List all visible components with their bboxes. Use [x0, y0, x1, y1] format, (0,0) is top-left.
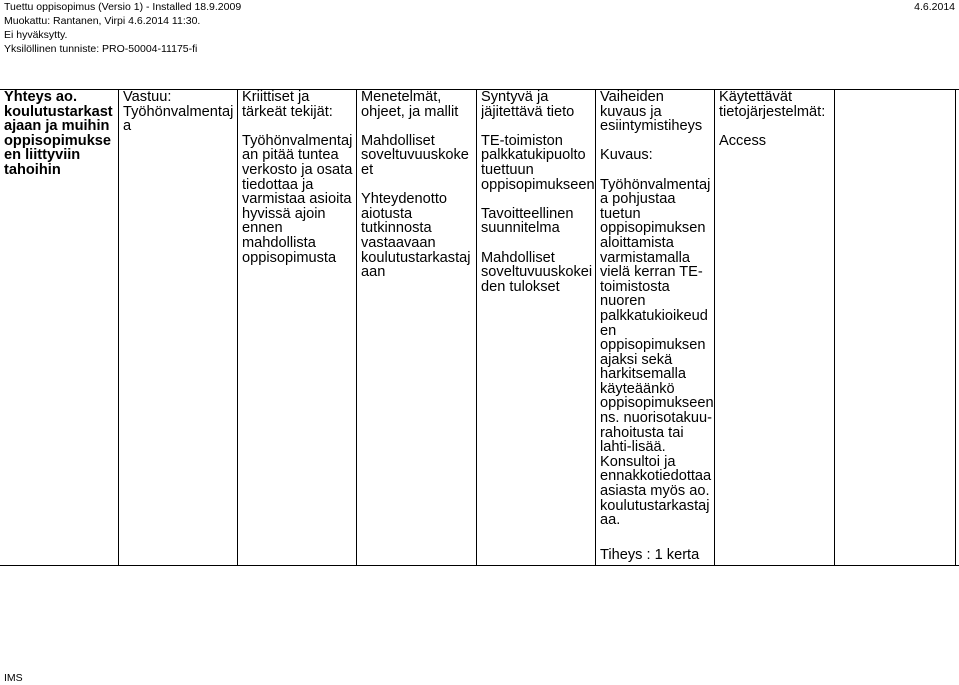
responsibility-cell: Vastuu: Työhönvalmentaj a	[123, 90, 234, 134]
systems-cell: Käytettävät tietojärjestelmät: Access	[719, 90, 826, 149]
table-bottom-border	[0, 565, 959, 566]
footer-label: IMS	[4, 672, 23, 684]
header-modified-line: Muokattu: Rantanen, Virpi 4.6.2014 11:30.	[4, 15, 201, 27]
critical-factors-cell: Kriittiset ja tärkeät tekijät: Työhönvalmentaj an pitää tuntea verkosto ja osata tiedottaa ja varmistaa asioita hyvissä ajoin ennen mahdollista oppisopimusta	[242, 90, 353, 266]
header-version-line: Tuettu oppisopimus (Versio 1) - Installed 18.9.2009	[4, 1, 242, 13]
header-date: 4.6.2014	[914, 1, 955, 13]
header-identifier-line: Yksilöllinen tunniste: PRO-50004-11175-fi	[4, 43, 198, 55]
column-divider	[714, 89, 715, 565]
methods-cell: Menetelmät, ohjeet, ja mallit Mahdolliset soveltuvuuskoke et Yhteydenotto aiotusta tutkinnosta vastaavaan koulutustarkastaj aan	[361, 90, 471, 280]
header-status-line: Ei hyväksytty.	[4, 29, 68, 41]
description-cell: Vaiheiden kuvaus ja esiintymistiheys Kuvaus: Työhönvalmentaj a pohjustaa tuetun oppisopimuksen aloittamista varmistamalla vielä kerran TE- toimistosta nuoren palkkatukioikeud en oppisopimuksen ajaksi sekä harkitsemalla käyteäänkö oppisopimukseen ns. nuorisotakuu- rahoitusta tai lahti-lisää. Konsultoi ja ennakkotiedottaa asiasta myös ao. koulutustarkastaj aa.	[600, 90, 714, 528]
step-title-cell: Yhteys ao. koulutustarkast ajaan ja muihin oppisopimukse en liittyviin tahoihin	[4, 90, 113, 178]
information-cell: Syntyvä ja jäjitettävä tieto TE-toimiston palkkatukipuolto tuettuun oppisopimukseen Tavoitteellinen suunnitelma Mahdolliset soveltuvuuskokei den tulokset	[481, 90, 595, 295]
column-divider	[955, 89, 956, 565]
column-divider	[118, 89, 119, 565]
column-divider	[476, 89, 477, 565]
column-divider	[834, 89, 835, 565]
column-divider	[237, 89, 238, 565]
column-divider	[595, 89, 596, 565]
frequency-text: Tiheys : 1 kerta	[600, 547, 700, 563]
column-divider	[356, 89, 357, 565]
